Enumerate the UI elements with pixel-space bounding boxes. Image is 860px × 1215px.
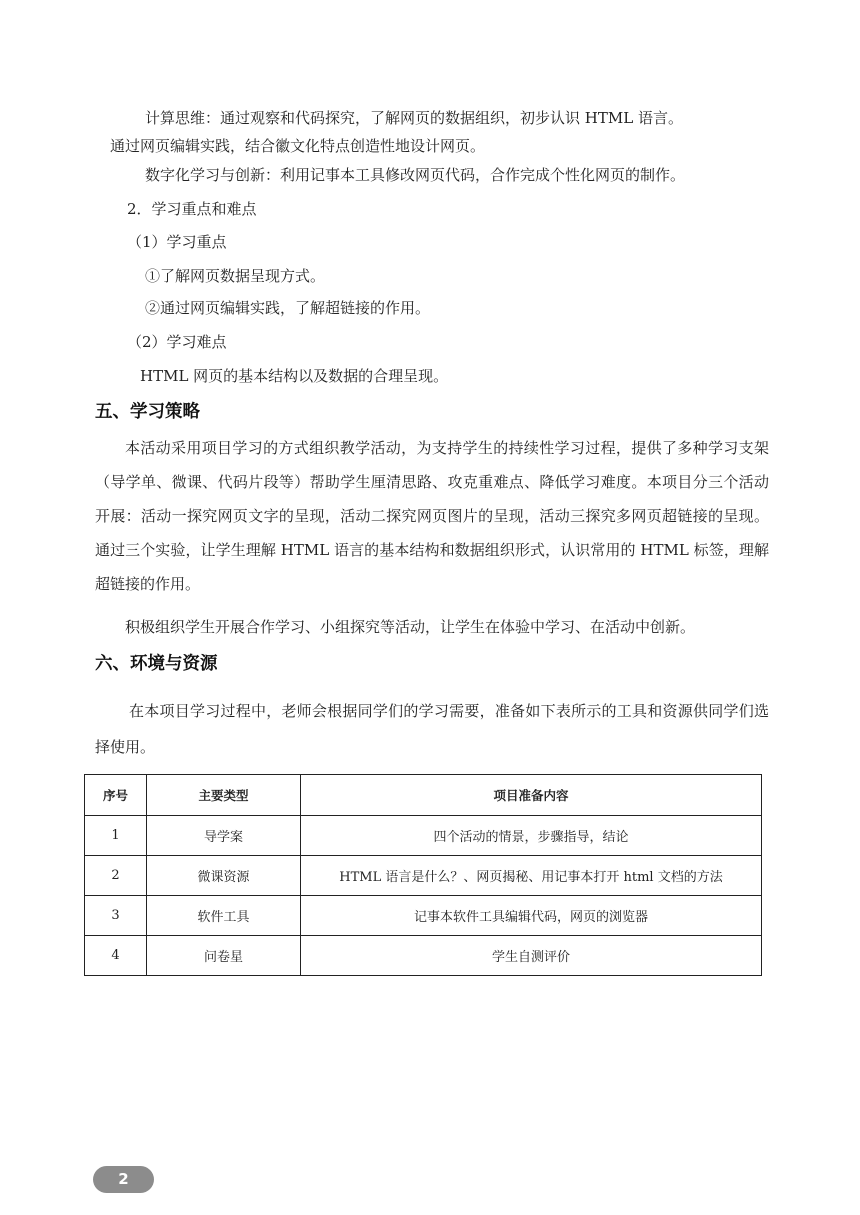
table-row [85,816,762,856]
objective-practice: 通过网页编辑实践，结合徽文化特点创造性地设计网页。 [110,137,486,155]
difficulties-label: （2）学习难点 [127,333,227,351]
cell-type: 导学案 [147,816,301,856]
key-points-label: （1）学习重点 [127,233,227,251]
header-content: 项目准备内容 [301,775,762,816]
objective-computational-thinking: 计算思维：通过观察和代码探究，了解网页的数据组织，初步认识 HTML 语言。 [145,109,683,127]
key-point-2: ②通过网页编辑实践，了解超链接的作用。 [145,299,431,317]
difficulty-1: HTML 网页的基本结构以及数据的合理呈现。 [140,367,449,385]
cell-type: 软件工具 [147,896,301,936]
table-header-row [85,775,762,816]
header-index: 序号 [85,775,147,816]
cell-content: 记事本软件工具编辑代码，网页的浏览器 [301,896,762,936]
cell-content: 四个活动的情景，步骤指导，结论 [301,816,762,856]
cell-type: 微课资源 [147,856,301,896]
table-row [85,856,762,896]
cell-content: HTML 语言是什么？、网页揭秘、用记事本打开 html 文档的方法 [301,856,762,896]
cell-content: 学生自测评价 [301,936,762,976]
section-5-title: 五、学习策略 [95,402,200,422]
cell-index: 1 [85,816,147,856]
cell-index: 3 [85,896,147,936]
objective-digital-learning: 数字化学习与创新：利用记事本工具修改网页代码，合作完成个性化网页的制作。 [145,166,686,184]
table-row [85,896,762,936]
focus-heading: 2．学习重点和难点 [127,200,257,218]
strategy-paragraph-2: 积极组织学生开展合作学习、小组探究等活动，让学生在体验中学习、在活动中创新。 [125,618,696,636]
section-6-title: 六、环境与资源 [95,654,218,674]
key-point-1: ①了解网页数据呈现方式。 [145,267,326,285]
resources-paragraph: 在本项目学习过程中，老师会根据同学们的学习需要，准备如下表所示的工具和资源供同学们选择使用。 [95,702,769,756]
page-number: 2 [93,1166,154,1193]
cell-index: 4 [85,936,147,976]
cell-type: 问卷星 [147,936,301,976]
resource-table [84,774,762,976]
header-type: 主要类型 [147,775,301,816]
cell-index: 2 [85,856,147,896]
table-row [85,936,762,976]
strategy-paragraph-1: 本活动采用项目学习的方式组织教学活动，为支持学生的持续性学习过程，提供了多种学习支架（导学单、微课、代码片段等）帮助学生厘清思路、攻克重难点、降低学习难度。本项目分三个活动开展：活动一探究网页文字的呈现，活动二探究网页图片的呈现，活动三探究多网页超链接的呈现。通过三个实验，让学生理解 HTML 语言的基本结构和数据组织形式，认识常用的 HTML 标签，理解超链接的作用。 [95,439,769,593]
